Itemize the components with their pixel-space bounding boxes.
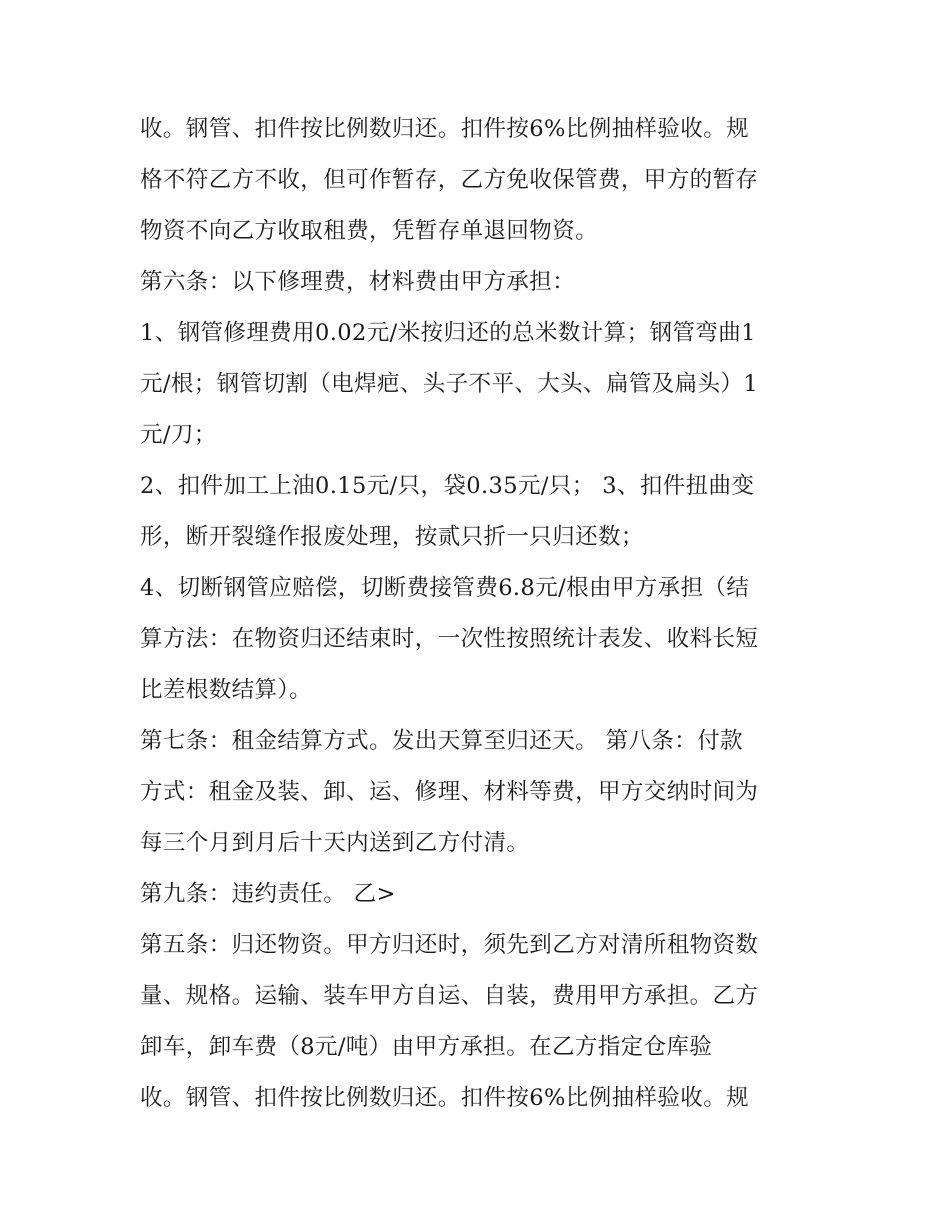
text-line: 物资不向乙方收取租费，凭暂存单退回物资。	[140, 218, 599, 244]
text-line: 形，断开裂缝作报废处理，按贰只折一只归还数；	[140, 524, 644, 550]
text-line: 量、规格。运输、装车甲方自运、自装，费用甲方承担。乙方	[140, 983, 759, 1009]
article-7-8-line: 第七条：租金结算方式。发出天算至归还天。 第八条：付款	[140, 728, 743, 754]
article-6-heading: 第六条：以下修理费，材料费由甲方承担：	[140, 269, 576, 295]
text-line: 每三个月到月后十天内送到乙方付清。	[140, 830, 530, 856]
text-line: 比差根数结算）。	[140, 677, 312, 703]
text-line: 方式：租金及装、卸、运、修理、材料等费，甲方交纳时间为	[140, 779, 759, 805]
text-line: 4、切断钢管应赔偿，切断费接管费6.8元/根由甲方承担（结	[140, 575, 750, 601]
text-line: 卸车，卸车费（8元/吨）由甲方承担。在乙方指定仓库验	[140, 1034, 713, 1060]
text-line: 元/刀；	[140, 422, 217, 448]
text-line: 收。钢管、扣件按比例数归还。扣件按6%比例抽样验收。规	[140, 1085, 749, 1111]
article-5-heading: 第五条：归还物资。甲方归还时，须先到乙方对清所租物资数	[140, 932, 759, 958]
article-9-heading: 第九条：违约责任。 乙>	[140, 881, 396, 907]
text-line: 元/根；钢管切割（电焊疤、头子不平、大头、扁管及扁头）1	[140, 371, 759, 397]
text-line: 格不符乙方不收，但可作暂存，乙方免收保管费，甲方的暂存	[140, 167, 759, 193]
text-line: 收。钢管、扣件按比例数归还。扣件按6%比例抽样验收。规	[140, 116, 749, 142]
text-line: 2、扣件加工上油0.15元/只，袋0.35元/只； 3、扣件扭曲变	[140, 473, 755, 499]
text-line: 1、钢管修理费用0.02元/米按归还的总米数计算；钢管弯曲1	[140, 320, 756, 346]
text-line: 算方法：在物资归还结束时，一次性按照统计表发、收料长短	[140, 626, 759, 652]
